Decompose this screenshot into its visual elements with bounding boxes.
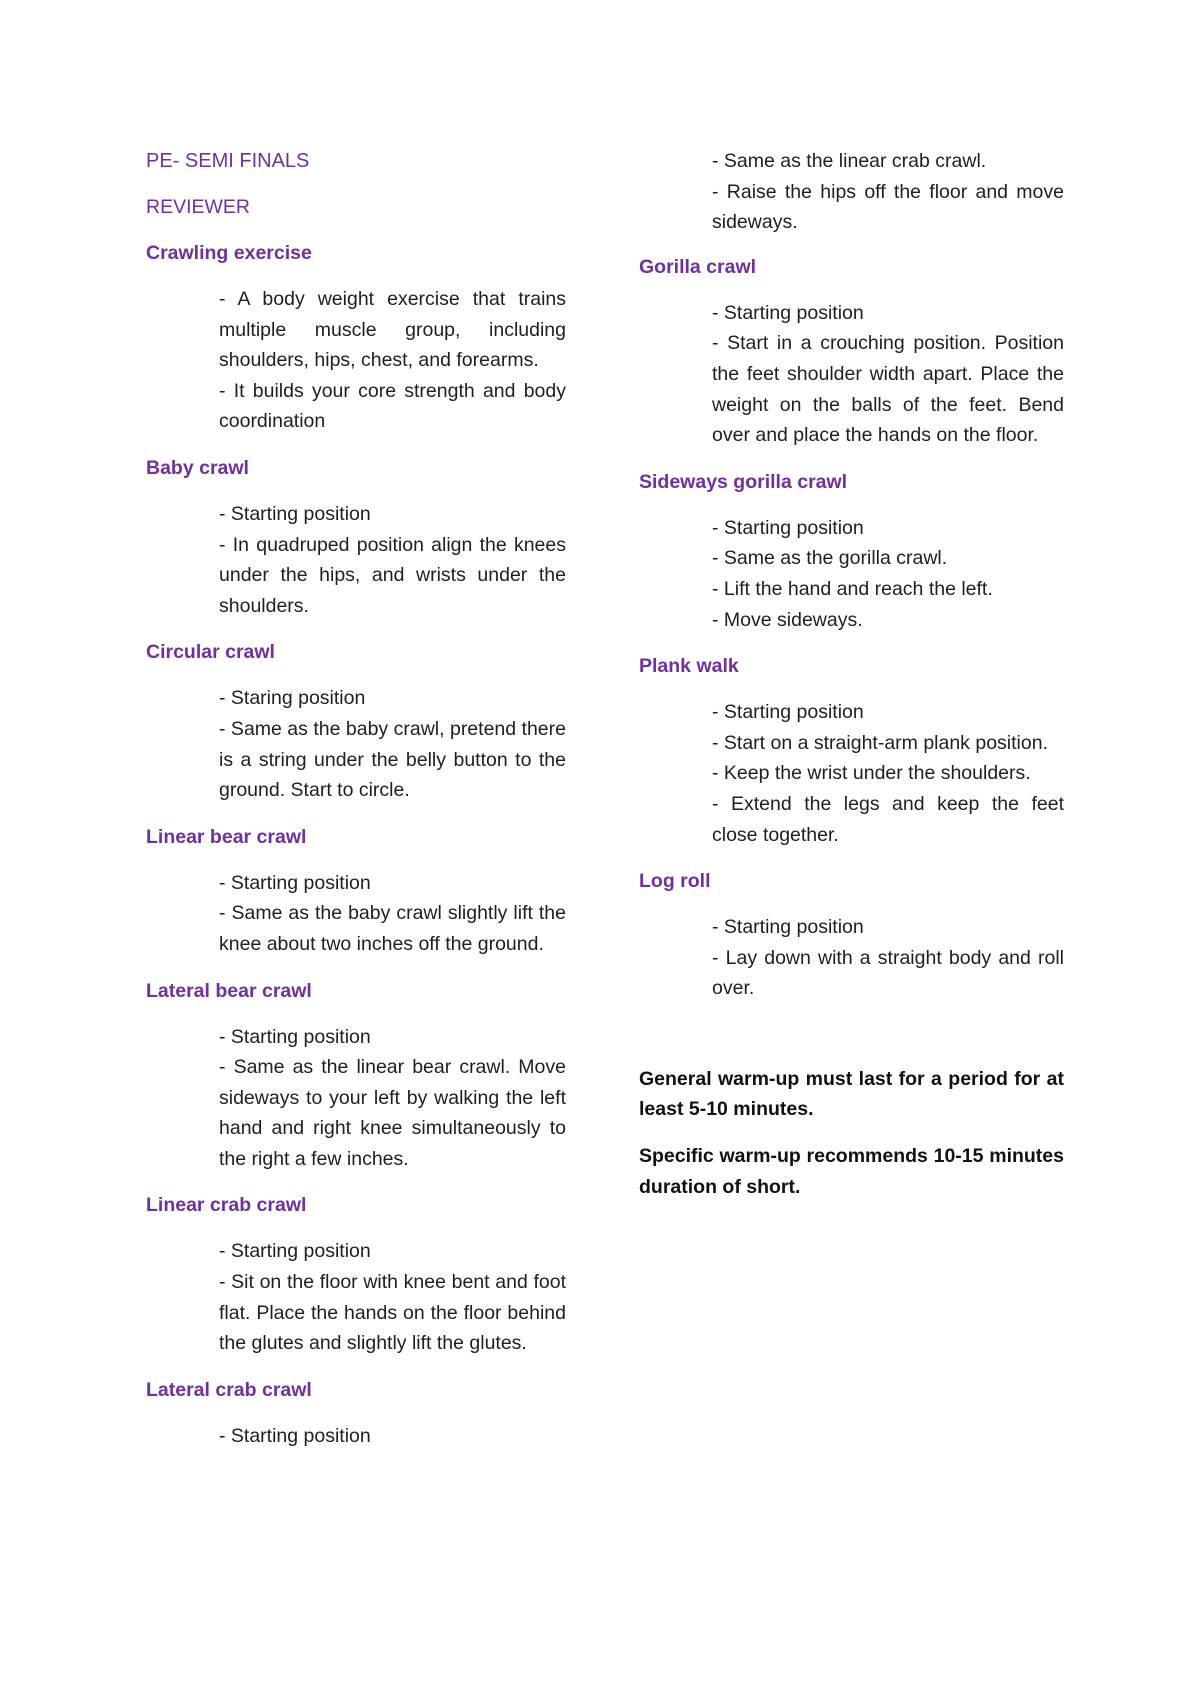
bullet-line: - Same as the linear bear crawl. Move sideways to your left by walking the left hand and right knee simultaneously to the right a few inches. <box>219 1056 566 1170</box>
section-baby-crawl <box>146 453 566 621</box>
bullet-line: - Starting position <box>219 1424 371 1447</box>
bullet-line: - Starting position <box>219 1240 371 1263</box>
bullet-line: - Extend the legs and keep the feet close together. <box>712 792 1064 846</box>
document-subtitle: REVIEWER <box>146 196 251 218</box>
bullet-line: - Starting position <box>219 871 371 894</box>
section-heading: Linear crab crawl <box>146 1194 307 1217</box>
left-column <box>146 146 566 1467</box>
section-body <box>219 499 566 621</box>
bullet-line: - Keep the wrist under the shoulders. <box>712 762 1031 785</box>
bullet-line: - Lift the hand and reach the left. <box>712 577 993 600</box>
note-general-warm-up: General warm-up must last for a period for at least 5-10 minutes. <box>639 1067 1064 1121</box>
section-heading: Crawling exercise <box>146 242 312 264</box>
section-sideways-gorilla-crawl <box>639 467 1064 635</box>
document-title: PE- SEMI FINALS <box>146 150 310 172</box>
section-heading: Lateral crab crawl <box>146 1378 312 1401</box>
bullet-line: - Lay down with a straight body and roll over. <box>712 946 1064 1000</box>
section-body <box>219 683 566 805</box>
right-column <box>639 146 1064 1218</box>
section-lateral-crab-crawl <box>146 1375 566 1452</box>
section-linear-crab-crawl <box>146 1190 566 1358</box>
section-heading: Gorilla crawl <box>639 255 757 278</box>
section-body <box>219 1236 566 1358</box>
section-heading: Log roll <box>639 870 711 893</box>
bullet-line: - Sit on the floor with knee bent and foot flat. Place the hands on the floor behind the glutes and slightly lift the glutes. <box>219 1271 566 1355</box>
continuation-body <box>712 146 1064 238</box>
bullet-line: - Same as the gorilla crawl. <box>712 547 948 570</box>
bullet-line: - Starting position <box>712 301 864 324</box>
section-heading: Plank walk <box>639 655 739 678</box>
section-circular-crawl <box>146 637 566 805</box>
section-body <box>219 284 566 437</box>
bullet-line: - Starting position <box>219 1025 371 1048</box>
bullet-line: - Starting position <box>712 701 864 724</box>
section-heading: Sideways gorilla crawl <box>639 470 848 493</box>
bullet-line: - Move sideways. <box>712 608 863 631</box>
section-heading: Circular crawl <box>146 641 275 664</box>
section-body <box>219 1022 566 1175</box>
section-linear-bear-crawl <box>146 822 566 960</box>
bullet-line: - Staring position <box>219 687 366 710</box>
section-plank-walk <box>639 651 1064 850</box>
bullet-line: - Start in a crouching position. Position the feet shoulder width apart. Place the weight on the balls of the feet. Bend over and place the hands on the floor. <box>712 332 1064 447</box>
bullet-line: - It builds your core strength and body coordination <box>219 379 566 433</box>
bullet-line: - Same as the linear crab crawl. <box>712 150 987 172</box>
section-body <box>712 298 1064 451</box>
section-gorilla-crawl <box>639 252 1064 451</box>
section-body <box>712 912 1064 1004</box>
section-heading: Linear bear crawl <box>146 825 307 848</box>
section-log-roll <box>639 866 1064 1004</box>
section-body <box>219 868 566 960</box>
section-body <box>712 697 1064 850</box>
section-crawling-exercise <box>146 238 566 437</box>
bullet-line: - A body weight exercise that trains multiple muscle group, including shoulders, hips, chest, and forearms. <box>219 288 566 372</box>
bullet-line: - Start on a straight-arm plank position. <box>712 731 1048 754</box>
spacer <box>639 1020 1064 1064</box>
bullet-line: - Same as the baby crawl, pretend there is a string under the belly button to the ground. Start to circle. <box>219 717 566 802</box>
section-body <box>712 513 1064 635</box>
section-heading: Lateral bear crawl <box>146 979 312 1002</box>
bullet-line: - Same as the baby crawl slightly lift the knee about two inches off the ground. <box>219 902 566 955</box>
section-body <box>219 1421 566 1452</box>
bullet-line: - Starting position <box>219 502 371 525</box>
section-heading: Baby crawl <box>146 456 249 479</box>
bullet-line: - Raise the hips off the floor and move sideways. <box>712 180 1064 234</box>
note-specific-warm-up: Specific warm-up recommends 10-15 minutes duration of short. <box>639 1145 1064 1198</box>
section-lateral-bear-crawl <box>146 976 566 1175</box>
bullet-line: - Starting position <box>712 516 864 539</box>
bullet-line: - In quadruped position align the knees under the hips, and wrists under the shoulders. <box>219 533 566 617</box>
bullet-line: - Starting position <box>712 916 864 939</box>
